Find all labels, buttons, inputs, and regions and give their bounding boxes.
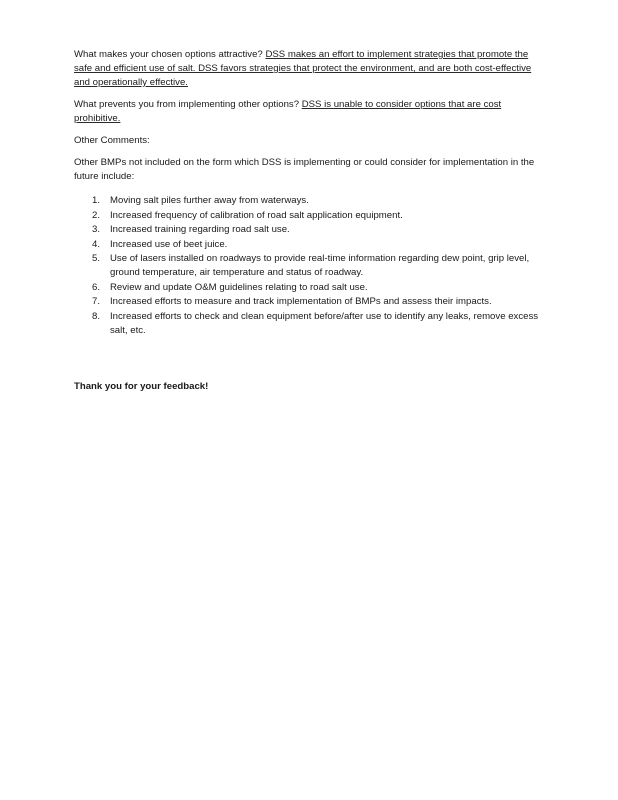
bmp-list [74, 194, 544, 338]
list-item [92, 310, 544, 338]
list-item-number: 8. [92, 310, 101, 322]
question-prevents-options [74, 98, 544, 126]
list-item-text: Use of lasers installed on roadways to provide real-time information regarding dew point, grip level, ground temperature, air temperature and status of roadway. [110, 253, 530, 278]
list-item [92, 238, 544, 252]
list-item-text: Increased training regarding road salt use. [110, 224, 290, 235]
thank-you-text: Thank you for your feedback! [74, 381, 209, 392]
other-comments-label: Other Comments: [74, 135, 150, 146]
list-item-text: Moving salt piles further away from waterways. [110, 195, 309, 206]
list-item-text: Increased efforts to measure and track implementation of BMPs and assess their impacts. [110, 296, 492, 307]
list-item [92, 295, 544, 309]
bmp-intro-text: Other BMPs not included on the form which DSS is implementing or could consider for implementation in the future include: [74, 157, 535, 182]
question-text: What prevents you from implementing other options? [74, 99, 300, 110]
list-item [92, 252, 544, 280]
answer-text: DSS is unable to consider options that are cost prohibitive. [74, 99, 502, 124]
document-body [74, 48, 544, 338]
list-item-number: 2. [92, 209, 101, 221]
question-attractive-options [74, 48, 544, 90]
list-item [92, 223, 544, 237]
list-item [92, 209, 544, 223]
list-item-number: 6. [92, 281, 101, 293]
list-item-text: Increased efforts to check and clean equipment before/after use to identify any leaks, remove excess salt, etc. [110, 310, 539, 336]
list-item-number: 1. [92, 195, 101, 206]
question-text: What makes your chosen options attractive? [74, 49, 263, 60]
list-item-number: 5. [92, 253, 101, 264]
list-item-text: Increased use of beet juice. [110, 238, 228, 250]
answer-text: DSS makes an effort to implement strategies that promote the safe and efficient use of salt. DSS favors strategies that protect the environment, and are both cost-effective and operationally effective. [74, 49, 532, 88]
list-item-text: Increased frequency of calibration of road salt application equipment. [110, 209, 403, 221]
list-item-number: 3. [92, 224, 101, 235]
list-item-number: 7. [92, 296, 101, 307]
list-item [92, 281, 544, 295]
list-item-number: 4. [92, 238, 101, 250]
list-item [92, 194, 544, 208]
list-item-text: Review and update O&M guidelines relating to road salt use. [110, 281, 368, 293]
